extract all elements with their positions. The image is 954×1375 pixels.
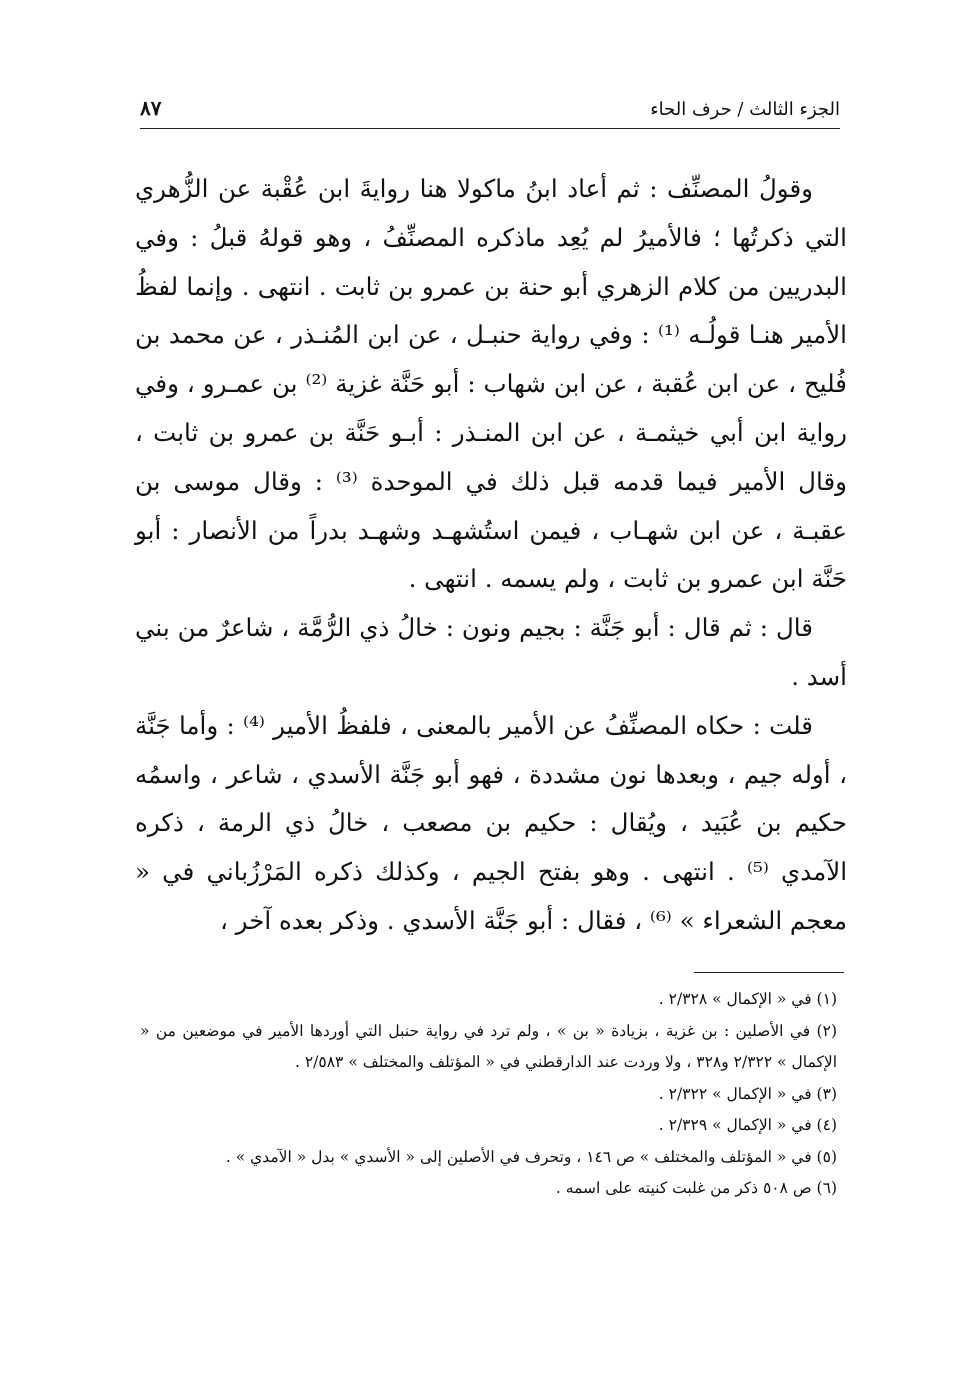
paragraph: قال : ثم قال : أبو جَنَّة : بجيم ونون : خالُ ذي الرُّمَّة ، شاعرٌ من بني أسد . bbox=[135, 613, 847, 691]
paragraph: قلت : حكاه المصنِّفُ عن الأمير بالمعنى ، فلفظُ الأمير ⁽⁴⁾ : وأما جَنَّة ، أوله جيم ، وبعدها نون مشددة ، فهو أبو جَنَّة الأسدي ، شاعر ، واسمُه حكيم بن عُبَيد ، ويُقال : حكيم بن مصعب ، خالُ ذي الرمة ، ذكره الآمدي ⁽⁵⁾ . انتهى . وهو بفتح الجيم ، وكذلك ذكره المَرْزُباني في « معجم الشعراء » ⁽⁶⁾ ، فقال : أبو جَنَّة الأسدي . وذكر بعده آخر ، bbox=[135, 710, 847, 935]
footnote-2: (٢) في الأصلين : بن غزية ، بزيادة « بن » ، ولم ترد في رواية حنبل التي أوردها الأمير في موضعين من « الإكمال » ٢/٣٢٢ و٣٢٨ ، ولا وردت عند الدارقطني في « المؤتلف والمختلف » ٢/٥٨٣ . bbox=[140, 1021, 837, 1071]
running-head: الجزء الثالث / حرف الحاء bbox=[650, 99, 840, 120]
main-text bbox=[135, 165, 847, 946]
footnote-4: (٤) في « الإكمال » ٢/٣٢٩ . bbox=[658, 1116, 837, 1134]
footnote-5: (٥) في « المؤتلف والمختلف » ص ١٤٦ ، وتحرف في الأصلين إلى « الأسدي » بدل « الآمدي » . bbox=[225, 1147, 837, 1166]
footnote-separator bbox=[694, 972, 844, 973]
footnotes bbox=[140, 984, 837, 1205]
header-rule bbox=[140, 128, 840, 129]
page-header bbox=[140, 90, 840, 120]
footnote-3: (٣) في « الإكمال » ٢/٣٢٢ . bbox=[658, 1084, 837, 1103]
paragraph: وقولُ المصنِّف : ثم أعاد ابنُ ماكولا هنا روايةَ ابن عُقْبة عن الزُّهري التي ذكرتُها ؛ فالأميرُ لم يُعِد ماذكره المصنِّفُ ، وهو قولهُ قبلُ : وفي البدريين من كلام الزهري أبو حنة بن عمرو بن ثابت . انتهى . وإنما لفظُ الأمير هنـا قولُـه ⁽¹⁾ : وفي رواية حنبـل ، عن ابن المُنـذر ، عن محمد بن فُليح ، عن ابن عُقبة ، عن ابن شهاب : أبو حَنَّة غزية ⁽²⁾ بن عمـرو ، وفي رواية ابن أبي خيثمـة ، عن ابن المنـذر : أبـو حَنَّة بن عمرو بن ثابت ، وقال الأمير فيما قدمه قبل ذلك في الموحدة ⁽³⁾ : وقال موسى بن عقبـة ، عن ابن شهـاب ، فيمن استُشهـد وشهـد بدراً من الأنصار : أبو حَنَّة ابن عمرو بن ثابت ، ولم يسمه . انتهى . bbox=[135, 174, 847, 594]
footnote-6: (٦) ص ٥٠٨ ذكر من غلبت كنيته على اسمه . bbox=[555, 1179, 837, 1197]
footnote-1: (١) في « الإكمال » ٢/٣٢٨ . bbox=[658, 990, 837, 1008]
page-number: ٨٧ bbox=[140, 96, 162, 120]
